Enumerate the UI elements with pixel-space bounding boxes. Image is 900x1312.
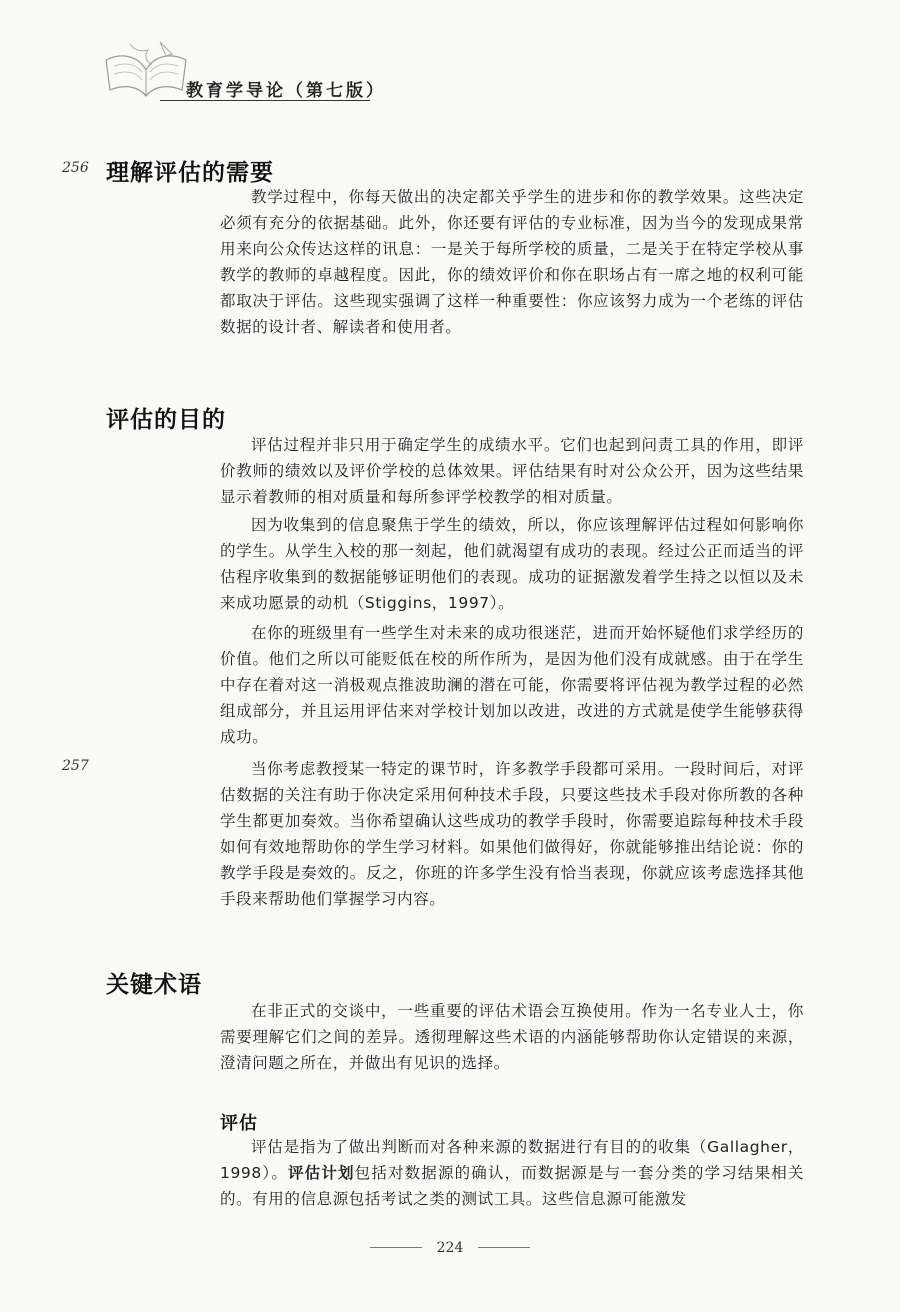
paragraph: 教学过程中，你每天做出的决定都关乎学生的进步和你的教学效果。这些决定必须有充分的依据基础。此外，你还要有评估的专业标准，因为当今的发现成果常用来向公众传达这样的讯息：一是关于每所学校的质量，二是关于在特定学校从事教学的教师的卓越程度。因此，你的绩效评价和你在职场占有一席之地的权利可能都取决于评估。这些现实强调了这样一种重要性：你应该努力成为一个老练的评估数据的设计者、解读者和使用者。 — [220, 188, 804, 336]
section-heading-need: 理解评估的需要 — [106, 160, 274, 186]
paragraph: 在你的班级里有一些学生对未来的成功很迷茫，进而开始怀疑他们求学经历的价值。他们之所以可能贬低在校的所作所为，是因为他们没有成就感。由于在学生中存在着对这一消极观点推波助澜的潜在可能，你需要将评估视为教学过程的必然组成部分，并且运用评估来对学校计划加以改进，改进的方式就是使学生能够获得成功。 — [220, 624, 804, 746]
footer-ornament-left — [370, 1247, 422, 1248]
paragraph: 当你考虑教授某一特定的课节时，许多教学手段都可采用。一段时间后，对评估数据的关注有助于你决定采用何种技术手段，只要这些技术手段对你所教的各种学生都更加奏效。当你希望确认这些成功的教学手段时，你需要追踪每种技术手段如何有效地帮助你的学生学习材料。如果他们做得好，你就能够推出结论说：你的教学手段是奏效的。反之，你班的许多学生没有恰当表现，你就应该考虑选择其他手段来帮助他们掌握学习内容。 — [220, 760, 804, 908]
section-heading-purpose: 评估的目的 — [106, 407, 226, 433]
paragraph — [220, 1134, 804, 1212]
margin-page-ref-257: 257 — [62, 758, 89, 774]
paragraph: 评估过程并非只用于确定学生的成绩水平。它们也起到问责工具的作用，即评价教师的绩效以及评价学校的总体效果。评估结果有时对公众公开，因为这些结果显示着教师的相对质量和每所参评学校教学的相对质量。 — [220, 436, 804, 506]
margin-page-ref-256: 256 — [62, 160, 89, 176]
paragraph: 在非正式的交谈中，一些重要的评估术语会互换使用。作为一名专业人士，你需要理解它们之间的差异。透彻理解这些术语的内涵能够帮助你认定错误的来源，澄清问题之所在，并做出有见识的选择。 — [220, 1002, 804, 1072]
subsection-heading-assessment: 评估 — [220, 1113, 258, 1134]
key-term-assessment-plan: 评估计划 — [288, 1164, 355, 1182]
section-heading-key-terms: 关键术语 — [106, 972, 202, 998]
open-book-icon — [100, 38, 190, 100]
paragraph-text: 包括对数据源的确认，而数据源是与一套分类的学习结果相关的。有用的信息源包括考试之类的测试工具。这些信息源可能激发 — [220, 1164, 805, 1208]
page-number: 224 — [436, 1240, 464, 1256]
page-footer — [0, 1237, 900, 1256]
paragraph-text: 评估是指为了做出判断而对各种来源的数据进行有目的的收集（Gallagher，1998）。 — [220, 1138, 804, 1182]
header-rule — [160, 100, 370, 101]
paragraph: 因为收集到的信息聚焦于学生的绩效，所以，你应该理解评估过程如何影响你的学生。从学生入校的那一刻起，他们就渴望有成功的表现。经过公正而适当的评估程序收集到的数据能够证明他们的表现。成功的证据激发着学生持之以恒以及未来成功愿景的动机（Stiggins，1997）。 — [220, 516, 804, 612]
footer-ornament-right — [478, 1247, 530, 1248]
running-header-title: 教育学导论（第七版） — [186, 81, 386, 101]
